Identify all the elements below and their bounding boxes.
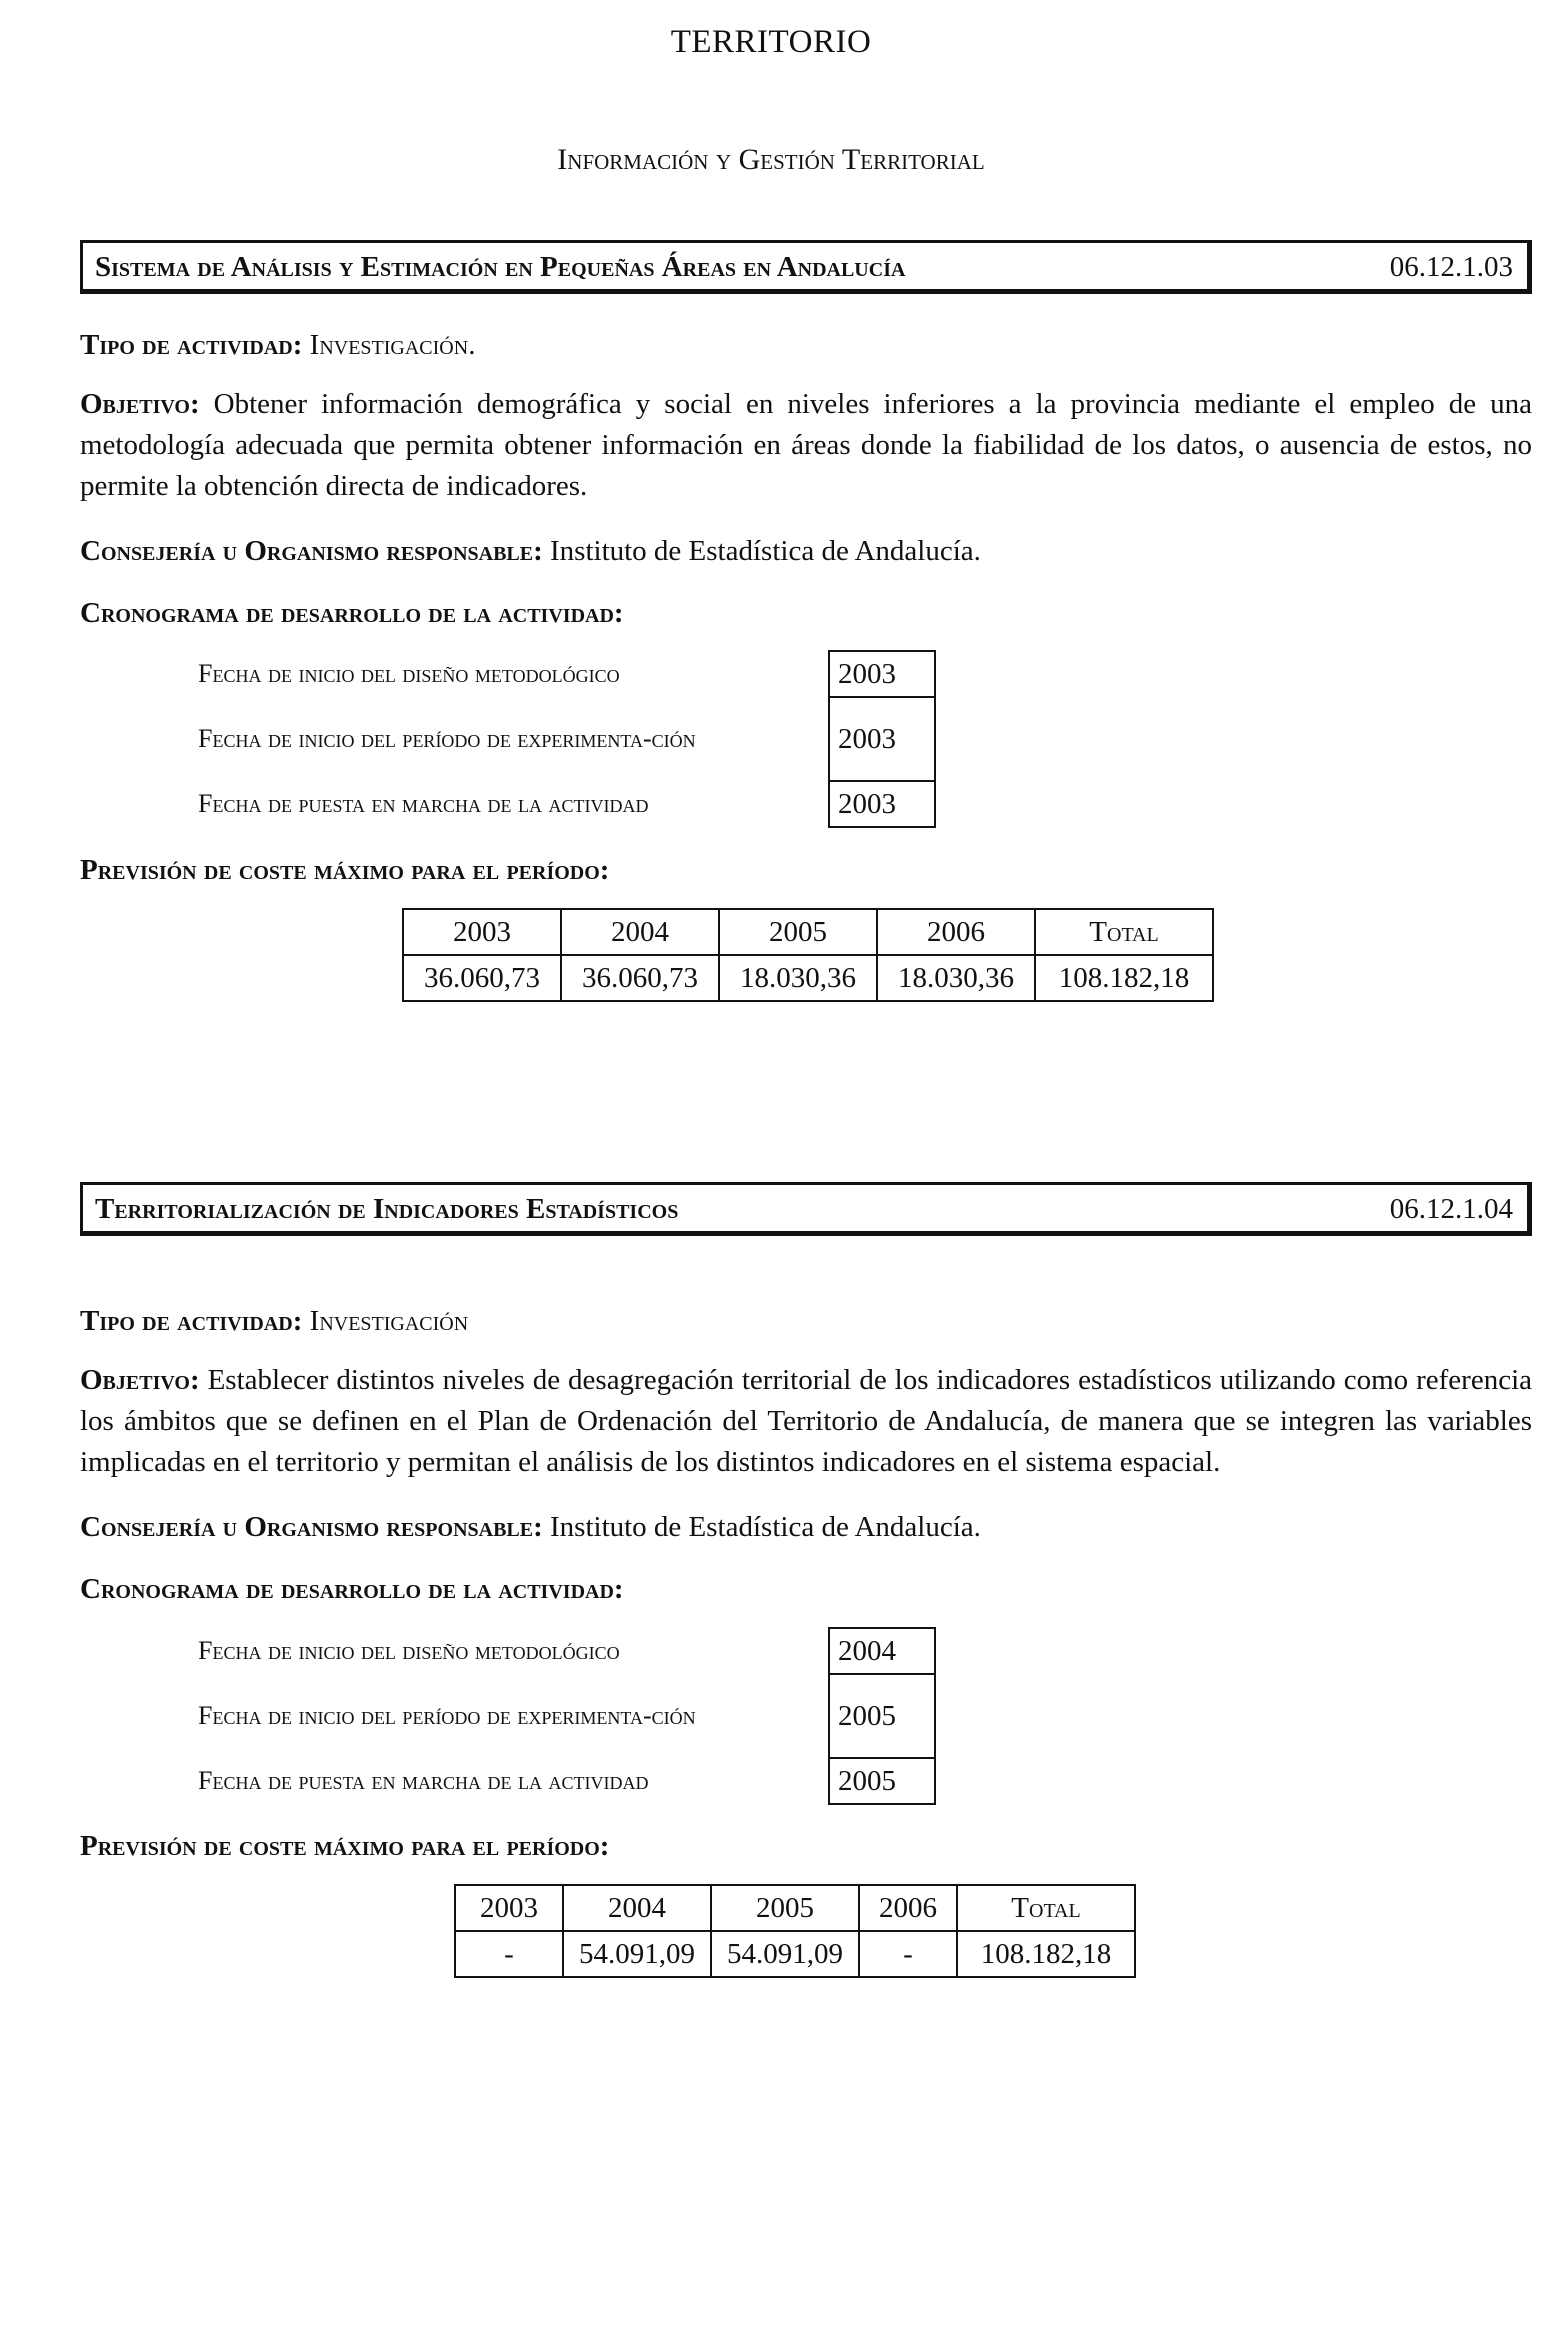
objetivo-text: Obtener información demográfica y social en niveles inferiores a la provincia mediante el empleo de una metodología adecuada que permita obtener información en áreas donde la fiabilidad de los datos, o ausencia de estos, no permite la obtención directa de indicadores. xyxy=(80,388,1532,502)
cronograma-row xyxy=(198,697,935,781)
cronograma-label-cell: Fecha de inicio del diseño metodológico xyxy=(198,1636,620,1665)
cost-header-cell: 2004 xyxy=(563,1885,711,1931)
cronograma-label-cell: Fecha de puesta en marcha de la actividad xyxy=(198,789,649,818)
cost-value-cell: 54.091,09 xyxy=(711,1931,859,1977)
activity-code: 06.12.1.03 xyxy=(1389,251,1513,283)
cronograma-table xyxy=(198,1627,936,1805)
prevision-heading xyxy=(80,850,1532,891)
tipo-actividad xyxy=(80,1301,1532,1342)
cronograma-label: Cronograma de desarrollo de la actividad: xyxy=(80,1573,624,1605)
organismo-label: Consejería u Organismo responsable: xyxy=(80,535,543,567)
cost-table xyxy=(402,908,1214,1002)
tipo-value: Investigación xyxy=(309,1305,469,1337)
cronograma-label-cell: Fecha de inicio del período de experimenta-ción xyxy=(198,724,696,753)
activity-title: Territorialización de Indicadores Estadísticos xyxy=(95,1193,679,1225)
objetivo-label: Objetivo: xyxy=(80,388,200,420)
prevision-label: Previsión de coste máximo para el período: xyxy=(80,1830,610,1862)
section-title: Información y Gestión Territorial xyxy=(557,143,985,176)
cronograma-row xyxy=(198,1758,935,1804)
cost-value-cell: - xyxy=(455,1931,563,1977)
prevision-heading xyxy=(80,1826,1532,1867)
cost-value-cell: 18.030,36 xyxy=(719,955,877,1001)
cronograma-value-cell: 2003 xyxy=(829,697,935,781)
activity-title-box xyxy=(80,1182,1532,1236)
cronograma-heading xyxy=(80,593,1532,634)
cronograma-label-cell: Fecha de inicio del período de experimenta-ción xyxy=(198,1701,696,1730)
organismo-value: Instituto de Estadística de Andalucía. xyxy=(550,1511,981,1543)
organismo xyxy=(80,1507,1532,1548)
cronograma-value-cell: 2003 xyxy=(829,651,935,697)
cronograma-value-cell: 2003 xyxy=(829,781,935,827)
cronograma-row xyxy=(198,1628,935,1674)
activity-title-box xyxy=(80,240,1532,294)
page-title: TERRITORIO xyxy=(670,24,872,60)
tipo-label: Tipo de actividad: xyxy=(80,329,303,361)
tipo-actividad xyxy=(80,325,1532,366)
cronograma-row xyxy=(198,1674,935,1758)
objetivo-text: Establecer distintos niveles de desagregación territorial de los indicadores estadísticos utilizando como referencia los ámbitos que se definen en el Plan de Ordenación del Territorio de Andalucía, de manera que se integren las variables implicadas en el territorio y permitan el análisis de los distintos indicadores en el sistema espacial. xyxy=(80,1364,1532,1478)
cost-header-cell: 2005 xyxy=(711,1885,859,1931)
cronograma-row xyxy=(198,651,935,697)
cost-header-cell: 2006 xyxy=(877,909,1035,955)
cost-value-cell: 54.091,09 xyxy=(563,1931,711,1977)
cronograma-value-cell: 2005 xyxy=(829,1674,935,1758)
cronograma-label-cell: Fecha de puesta en marcha de la actividad xyxy=(198,1766,649,1795)
cronograma-heading xyxy=(80,1569,1532,1610)
objetivo xyxy=(80,384,1532,507)
cost-header-cell: 2006 xyxy=(859,1885,957,1931)
cost-value-row xyxy=(403,955,1213,1001)
cronograma-value-cell: 2004 xyxy=(829,1628,935,1674)
organismo-value: Instituto de Estadística de Andalucía. xyxy=(550,535,981,567)
cost-header-cell: 2005 xyxy=(719,909,877,955)
cronograma-label: Cronograma de desarrollo de la actividad: xyxy=(80,597,624,629)
tipo-value: Investigación. xyxy=(309,329,476,361)
cost-header-row xyxy=(455,1885,1135,1931)
objetivo xyxy=(80,1360,1532,1483)
objetivo-label: Objetivo: xyxy=(80,1364,200,1396)
cost-value-row xyxy=(455,1931,1135,1977)
cost-header-cell: Total xyxy=(1035,909,1213,955)
organismo-label: Consejería u Organismo responsable: xyxy=(80,1511,543,1543)
cost-value-cell: - xyxy=(859,1931,957,1977)
cost-value-cell: 108.182,18 xyxy=(957,1931,1135,1977)
tipo-label: Tipo de actividad: xyxy=(80,1305,303,1337)
cost-header-row xyxy=(403,909,1213,955)
cost-table xyxy=(454,1884,1136,1978)
cost-header-cell: 2003 xyxy=(403,909,561,955)
activity-title: Sistema de Análisis y Estimación en Pequeñas Áreas en Andalucía xyxy=(95,251,906,283)
cost-value-cell: 18.030,36 xyxy=(877,955,1035,1001)
organismo xyxy=(80,531,1532,572)
activity-code: 06.12.1.04 xyxy=(1389,1193,1513,1225)
cost-value-cell: 36.060,73 xyxy=(561,955,719,1001)
cost-header-cell: Total xyxy=(957,1885,1135,1931)
cost-value-cell: 108.182,18 xyxy=(1035,955,1213,1001)
cronograma-label-cell: Fecha de inicio del diseño metodológico xyxy=(198,659,620,688)
cost-value-cell: 36.060,73 xyxy=(403,955,561,1001)
activity-section xyxy=(80,1182,1532,1236)
cronograma-table xyxy=(198,650,936,828)
cronograma-row xyxy=(198,781,935,827)
cronograma-value-cell: 2005 xyxy=(829,1758,935,1804)
prevision-label: Previsión de coste máximo para el período: xyxy=(80,854,610,886)
cost-header-cell: 2004 xyxy=(561,909,719,955)
cost-header-cell: 2003 xyxy=(455,1885,563,1931)
activity-section xyxy=(80,240,1532,294)
